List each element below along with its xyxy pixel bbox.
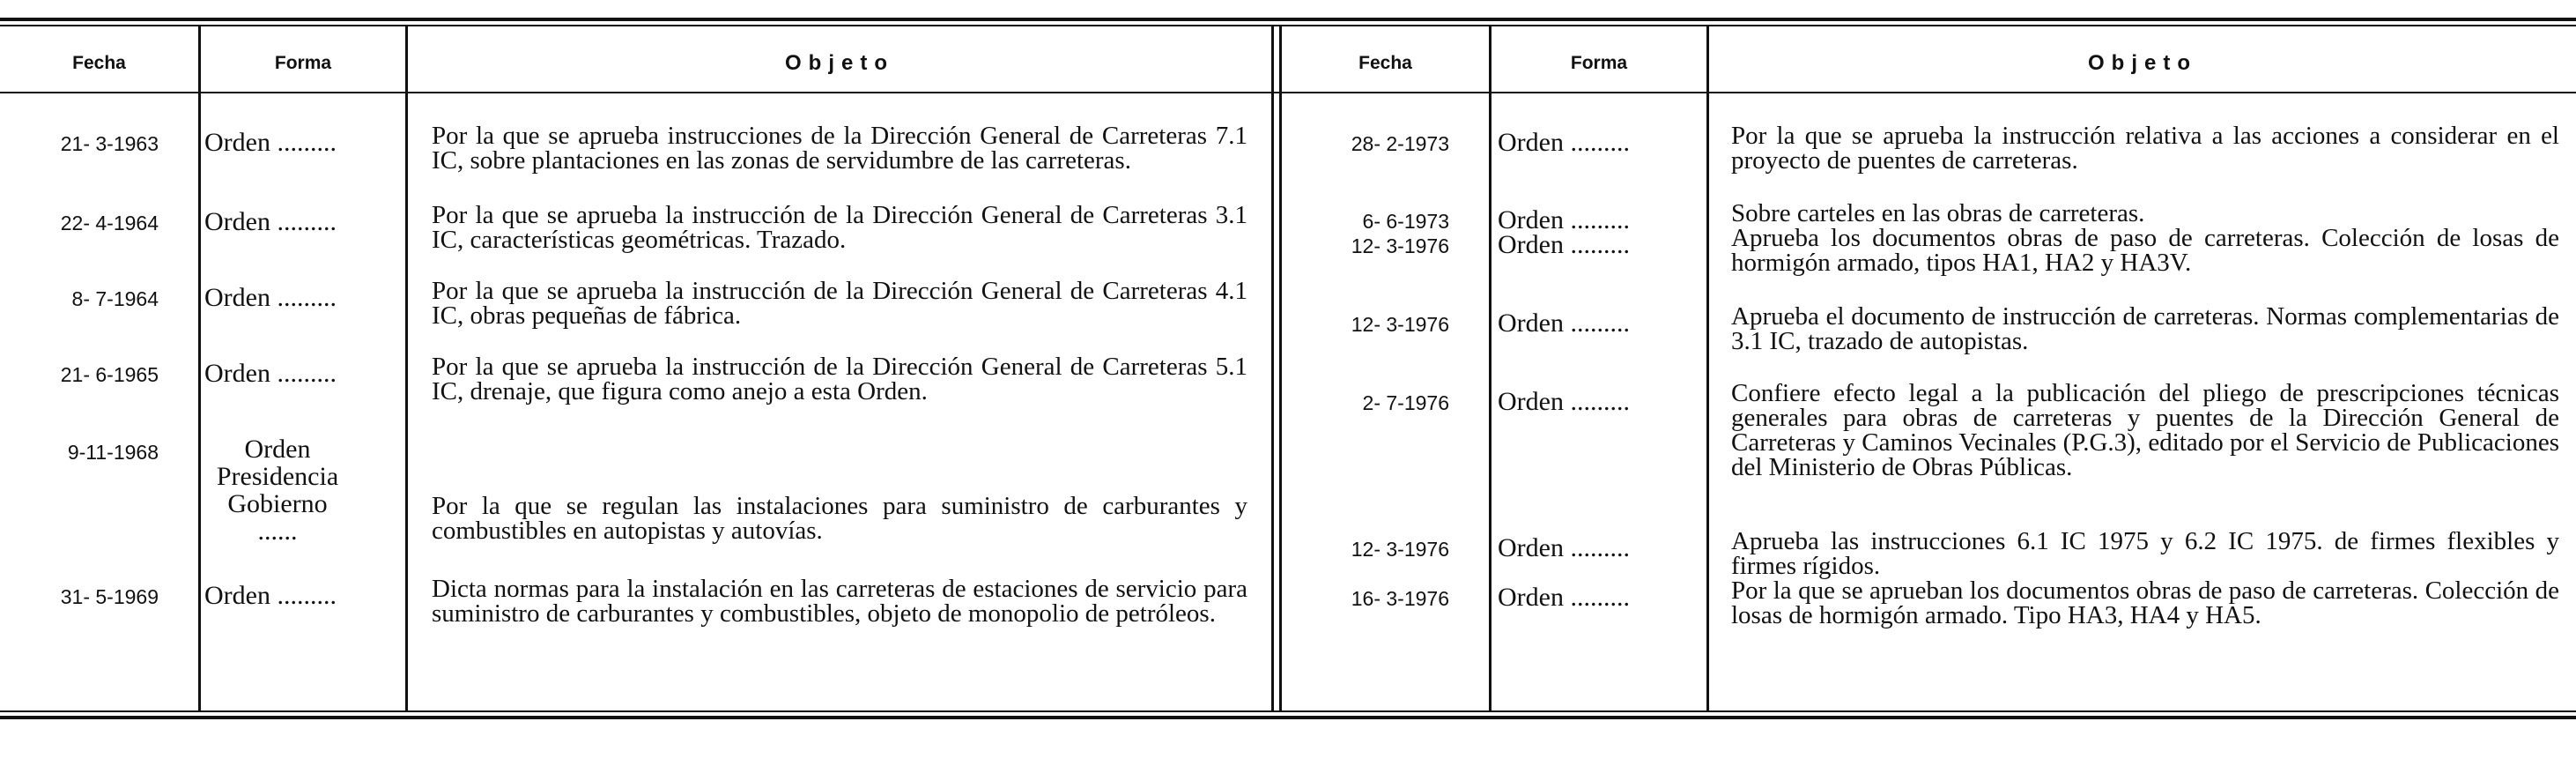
right-row-1-fecha: 28- 2-1973	[1351, 132, 1449, 155]
right-row-3-forma: Orden .........	[1498, 230, 1630, 259]
right-row-1-objeto: Por la que se aprueba la instrucción relativa a las acciones a considerar en el proyecto de puentes de carreteras.	[1731, 122, 2559, 175]
header-objeto-left: Objeto	[785, 51, 894, 75]
left-row-1-forma: Orden .........	[204, 128, 337, 157]
right-row-2-forma: Orden .........	[1498, 205, 1630, 234]
left-row-5-fecha: 9-11-1968	[67, 441, 159, 464]
col-sep-right-2	[1706, 26, 1709, 710]
top-rule-thin	[0, 25, 2576, 26]
right-row-5-forma: Orden .........	[1498, 387, 1630, 416]
col-sep-left-1	[198, 26, 201, 710]
left-row-3-objeto: Por la que se aprueba la instrucción de la Dirección General de Carreteras 4.1 IC, obras pequeñas de fábrica.	[432, 277, 1247, 330]
right-row-4-objeto: Aprueba el documento de instrucción de carreteras. Normas complementarias de 3.1 IC, trazado de autopistas.	[1731, 302, 2559, 355]
left-row-5-objeto: Por la que se regulan las instalaciones para suministro de carburantes y combustibles en autopistas y autovías.	[432, 492, 1247, 545]
header-forma-right: Forma	[1570, 53, 1628, 73]
top-rule-thick	[0, 18, 2576, 21]
header-forma-left: Forma	[274, 53, 332, 73]
left-row-2-fecha: 22- 4-1964	[60, 212, 159, 234]
bottom-rule-thick	[0, 716, 2576, 719]
left-row-4-fecha: 21- 6-1965	[60, 363, 159, 386]
left-row-4-objeto: Por la que se aprueba la instrucción de la Dirección General de Carreteras 5.1 IC, drenaje, que figura como anejo a esta Orden.	[432, 353, 1247, 405]
half-sep-a	[1271, 26, 1274, 710]
right-row-5-objeto: Confiere efecto legal a la publicación del pliego de prescripciones técnicas generales para obras de carreteras y puentes de la Dirección General de Carreteras y Caminos Vecinales (P.G.3), editado por el Servicio de Publicaciones del Ministerio de Obras Públicas.	[1731, 379, 2559, 481]
header-fecha-right: Fecha	[1358, 53, 1412, 73]
right-row-6-objeto: Aprueba las instrucciones 6.1 IC 1975 y 6.2 IC 1975. de firmes flexibles y firmes rígidos.	[1731, 527, 2559, 580]
right-row-1-forma: Orden .........	[1498, 128, 1630, 157]
left-row-3-forma: Orden .........	[204, 283, 337, 312]
header-rule	[0, 92, 2576, 93]
col-sep-left-2	[405, 26, 408, 710]
right-row-3-objeto: Aprueba los documentos obras de paso de carreteras. Colección de losas de hormigón armado, tipos HA1, HA2 y HA3V.	[1731, 224, 2559, 277]
header-objeto-right: Objeto	[2088, 51, 2197, 75]
right-row-7-fecha: 16- 3-1976	[1351, 587, 1449, 610]
left-row-2-objeto: Por la que se aprueba la instrucción de la Dirección General de Carreteras 3.1 IC, características geométricas. Trazado.	[432, 201, 1247, 254]
left-row-1-fecha: 21- 3-1963	[60, 132, 159, 155]
right-row-6-forma: Orden .........	[1498, 533, 1630, 562]
left-row-5-forma: Orden Presidencia Gobierno ......	[216, 435, 339, 546]
right-row-6-fecha: 12- 3-1976	[1351, 538, 1449, 561]
left-row-2-forma: Orden .........	[204, 207, 337, 236]
left-row-6-fecha: 31- 5-1969	[60, 585, 159, 608]
right-row-4-fecha: 12- 3-1976	[1351, 313, 1449, 336]
left-row-6-forma: Orden .........	[204, 581, 337, 610]
left-row-3-fecha: 8- 7-1964	[71, 287, 159, 310]
right-row-5-fecha: 2- 7-1976	[1362, 391, 1449, 414]
left-row-1-objeto: Por la que se aprueba instrucciones de la Dirección General de Carreteras 7.1 IC, sobre plantaciones en las zonas de servidumbre de las carreteras.	[432, 122, 1247, 175]
right-row-7-forma: Orden .........	[1498, 583, 1630, 612]
right-row-3-fecha: 12- 3-1976	[1351, 234, 1449, 257]
left-row-4-forma: Orden .........	[204, 359, 337, 388]
right-row-2-objeto: Sobre carteles en las obras de carreteras.	[1731, 199, 2145, 227]
header-fecha-left: Fecha	[72, 53, 126, 73]
right-row-2-fecha: 6- 6-1973	[1362, 210, 1449, 233]
left-row-6-objeto: Dicta normas para la instalación en las carreteras de estaciones de servicio para suministro de carburantes y combustibles, objeto de monopolio de petróleos.	[432, 575, 1247, 628]
right-row-4-forma: Orden .........	[1498, 309, 1630, 338]
right-row-7-objeto: Por la que se aprueban los documentos obras de paso de carreteras. Colección de losas de hormigón armado. Tipo HA3, HA4 y HA5.	[1731, 576, 2559, 629]
col-sep-right-1	[1489, 26, 1492, 710]
bottom-rule-thin	[0, 710, 2576, 712]
